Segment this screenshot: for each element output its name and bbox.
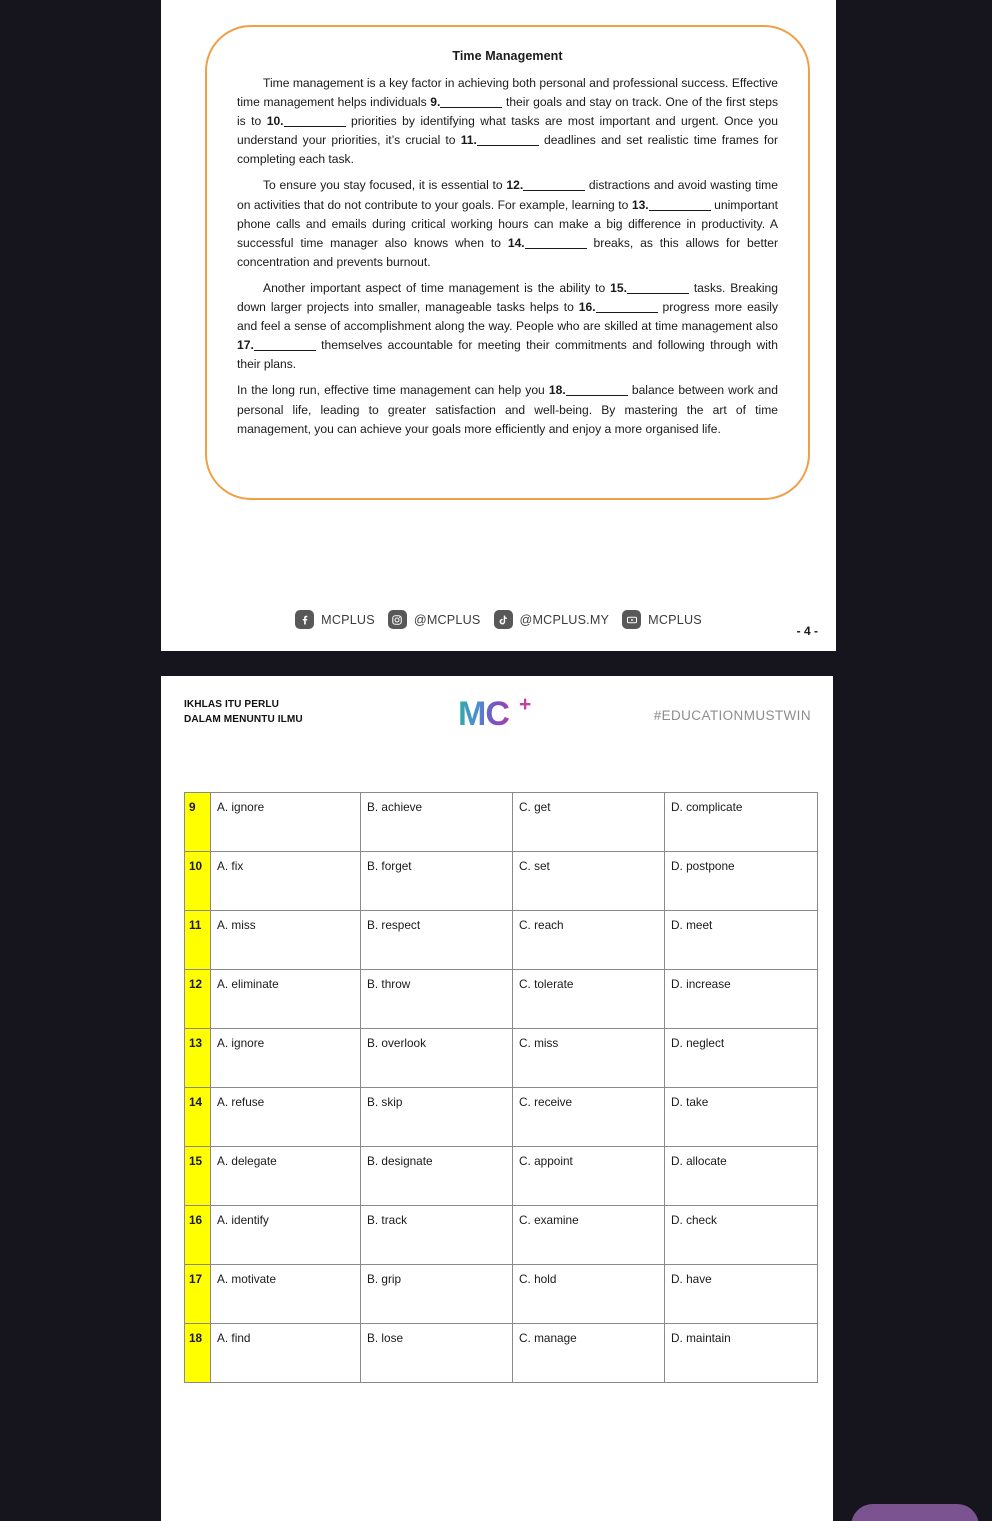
- table-row: [185, 911, 818, 970]
- answer-blank[interactable]: [254, 350, 316, 351]
- tiktok-icon: [494, 610, 513, 629]
- passage-paragraph: To ensure you stay focused, it is essential to 12. distractions and avoid wasting time on activities that do not contribute to your goals. For example, learning to 13. unimportant phone calls and emails during critical working hours can make a big difference in productivity. A successful time manager also knows when to 14. breaks, as this allows for better concentration and prevents burnout.: [237, 178, 779, 269]
- option-cell-d[interactable]: D. allocate: [665, 1147, 818, 1206]
- question-number: 16.: [578, 300, 596, 315]
- question-number: 12.: [506, 178, 524, 193]
- option-cell-a[interactable]: A. fix: [211, 852, 361, 911]
- answer-blank[interactable]: [523, 190, 585, 191]
- social-label: @MCPLUS.MY: [519, 612, 610, 627]
- option-cell-a[interactable]: A. motivate: [211, 1265, 361, 1324]
- question-number: 18.: [548, 383, 566, 398]
- passage-paragraph: Another important aspect of time management is the ability to 15. tasks. Breaking down larger projects into smaller, manageable tasks helps to 16. progress more easily and feel a sense of accomplishment along the way. People who are skilled at time management also 17. themselves accountable for meeting their commitments and following through with their plans.: [237, 280, 779, 372]
- motto-text: [184, 697, 303, 726]
- social-label: MCPLUS: [321, 612, 375, 627]
- option-cell-a[interactable]: A. eliminate: [211, 970, 361, 1029]
- passage-paragraph: In the long run, effective time management can help you 18. balance between work and personal life, leading to greater satisfaction and well-being. By mastering the art of time management, you can achieve your goals more efficiently and enjoy a more organised life.: [237, 383, 778, 436]
- option-cell-c[interactable]: C. get: [513, 793, 665, 852]
- social-link[interactable]: [295, 610, 375, 629]
- question-number-cell: 17: [185, 1265, 211, 1324]
- youtube-icon: [622, 610, 641, 629]
- question-number: 10.: [266, 114, 284, 129]
- social-link[interactable]: [494, 610, 610, 629]
- question-number: 15.: [610, 280, 627, 295]
- option-cell-d[interactable]: D. increase: [665, 970, 818, 1029]
- question-number: 17.: [237, 338, 254, 353]
- hashtag-text: #EDUCATIONMUSTWIN: [653, 708, 811, 723]
- option-cell-a[interactable]: A. ignore: [211, 1029, 361, 1088]
- option-cell-c[interactable]: C. examine: [513, 1206, 665, 1265]
- option-cell-b[interactable]: B. skip: [361, 1088, 513, 1147]
- option-cell-c[interactable]: C. manage: [513, 1324, 665, 1383]
- question-number: 13.: [631, 197, 649, 212]
- option-cell-c[interactable]: C. tolerate: [513, 970, 665, 1029]
- option-cell-c[interactable]: C. receive: [513, 1088, 665, 1147]
- social-links-row: [161, 610, 836, 629]
- table-row: [185, 1324, 818, 1383]
- passage-paragraphs: [237, 74, 778, 439]
- option-cell-b[interactable]: B. grip: [361, 1265, 513, 1324]
- option-cell-b[interactable]: B. designate: [361, 1147, 513, 1206]
- option-cell-d[interactable]: D. have: [665, 1265, 818, 1324]
- passage-box: [205, 25, 810, 500]
- question-number-cell: 10: [185, 852, 211, 911]
- option-cell-a[interactable]: A. refuse: [211, 1088, 361, 1147]
- answer-options-table: [184, 792, 818, 1383]
- option-cell-d[interactable]: D. neglect: [665, 1029, 818, 1088]
- answer-blank[interactable]: [525, 248, 587, 249]
- table-row: [185, 1088, 818, 1147]
- table-row: [185, 793, 818, 852]
- table-row: [185, 970, 818, 1029]
- option-cell-b[interactable]: B. achieve: [361, 793, 513, 852]
- mcplus-logo-plus: +: [519, 693, 532, 716]
- option-cell-b[interactable]: B. track: [361, 1206, 513, 1265]
- mcplus-logo-text: MC: [458, 695, 509, 733]
- answer-blank[interactable]: [596, 312, 658, 313]
- option-cell-b[interactable]: B. respect: [361, 911, 513, 970]
- answer-blank[interactable]: [477, 145, 539, 146]
- option-cell-a[interactable]: A. delegate: [211, 1147, 361, 1206]
- bottom-partial-pill[interactable]: [851, 1504, 979, 1521]
- option-cell-d[interactable]: D. take: [665, 1088, 818, 1147]
- table-row: [185, 1029, 818, 1088]
- table-row: [185, 1265, 818, 1324]
- answer-blank[interactable]: [566, 395, 628, 396]
- document-page-2: [161, 676, 833, 1521]
- answer-blank[interactable]: [440, 107, 502, 108]
- question-number: 14.: [507, 235, 525, 250]
- question-number-cell: 15: [185, 1147, 211, 1206]
- option-cell-c[interactable]: C. reach: [513, 911, 665, 970]
- answer-blank[interactable]: [649, 210, 711, 211]
- option-cell-d[interactable]: D. check: [665, 1206, 818, 1265]
- question-number-cell: 18: [185, 1324, 211, 1383]
- answer-blank[interactable]: [627, 293, 689, 294]
- option-cell-c[interactable]: C. hold: [513, 1265, 665, 1324]
- option-cell-d[interactable]: D. maintain: [665, 1324, 818, 1383]
- question-number-cell: 16: [185, 1206, 211, 1265]
- option-cell-a[interactable]: A. miss: [211, 911, 361, 970]
- social-label: MCPLUS: [648, 612, 702, 627]
- table-row: [185, 1147, 818, 1206]
- option-cell-b[interactable]: B. lose: [361, 1324, 513, 1383]
- motto-line-1: IKHLAS ITU PERLU: [184, 698, 280, 710]
- question-number: 11.: [460, 133, 477, 148]
- table-row: [185, 852, 818, 911]
- option-cell-c[interactable]: C. miss: [513, 1029, 665, 1088]
- option-cell-a[interactable]: A. identify: [211, 1206, 361, 1265]
- option-cell-d[interactable]: D. meet: [665, 911, 818, 970]
- document-page-1: [161, 0, 836, 651]
- question-number-cell: 11: [185, 911, 211, 970]
- option-cell-d[interactable]: D. complicate: [665, 793, 818, 852]
- page-2-header: [161, 676, 833, 754]
- option-cell-d[interactable]: D. postpone: [665, 852, 818, 911]
- social-link[interactable]: [622, 610, 702, 629]
- question-number: 9.: [430, 95, 441, 110]
- mcplus-logo: [458, 693, 568, 738]
- facebook-icon: [295, 610, 314, 629]
- option-cell-a[interactable]: A. find: [211, 1324, 361, 1383]
- passage-paragraph: Time management is a key factor in achieving both personal and professional success. Effective time management helps individuals 9. their goals and stay on track. One of the first steps is to 10. priorities by identifying what tasks are most important and urgent. Once you understand your priorities, it’s crucial to 11. deadlines and set realistic time frames for completing each task.: [237, 76, 779, 167]
- option-cell-a[interactable]: A. ignore: [211, 793, 361, 852]
- option-cell-b[interactable]: B. throw: [361, 970, 513, 1029]
- social-label: @MCPLUS: [413, 612, 481, 627]
- question-number-cell: 14: [185, 1088, 211, 1147]
- table-row: [185, 1206, 818, 1265]
- option-cell-c[interactable]: C. set: [513, 852, 665, 911]
- page-number: - 4 -: [796, 624, 818, 638]
- passage-title: Time Management: [452, 49, 563, 63]
- motto-line-2: DALAM MENUNTU ILMU: [184, 712, 303, 725]
- question-number-cell: 9: [185, 793, 211, 852]
- question-number-cell: 13: [185, 1029, 211, 1088]
- option-cell-c[interactable]: C. appoint: [513, 1147, 665, 1206]
- question-number-cell: 12: [185, 970, 211, 1029]
- option-cell-b[interactable]: B. forget: [361, 852, 513, 911]
- instagram-icon: [388, 610, 407, 629]
- option-cell-b[interactable]: B. overlook: [361, 1029, 513, 1088]
- answer-blank[interactable]: [284, 126, 346, 127]
- social-link[interactable]: [388, 610, 481, 629]
